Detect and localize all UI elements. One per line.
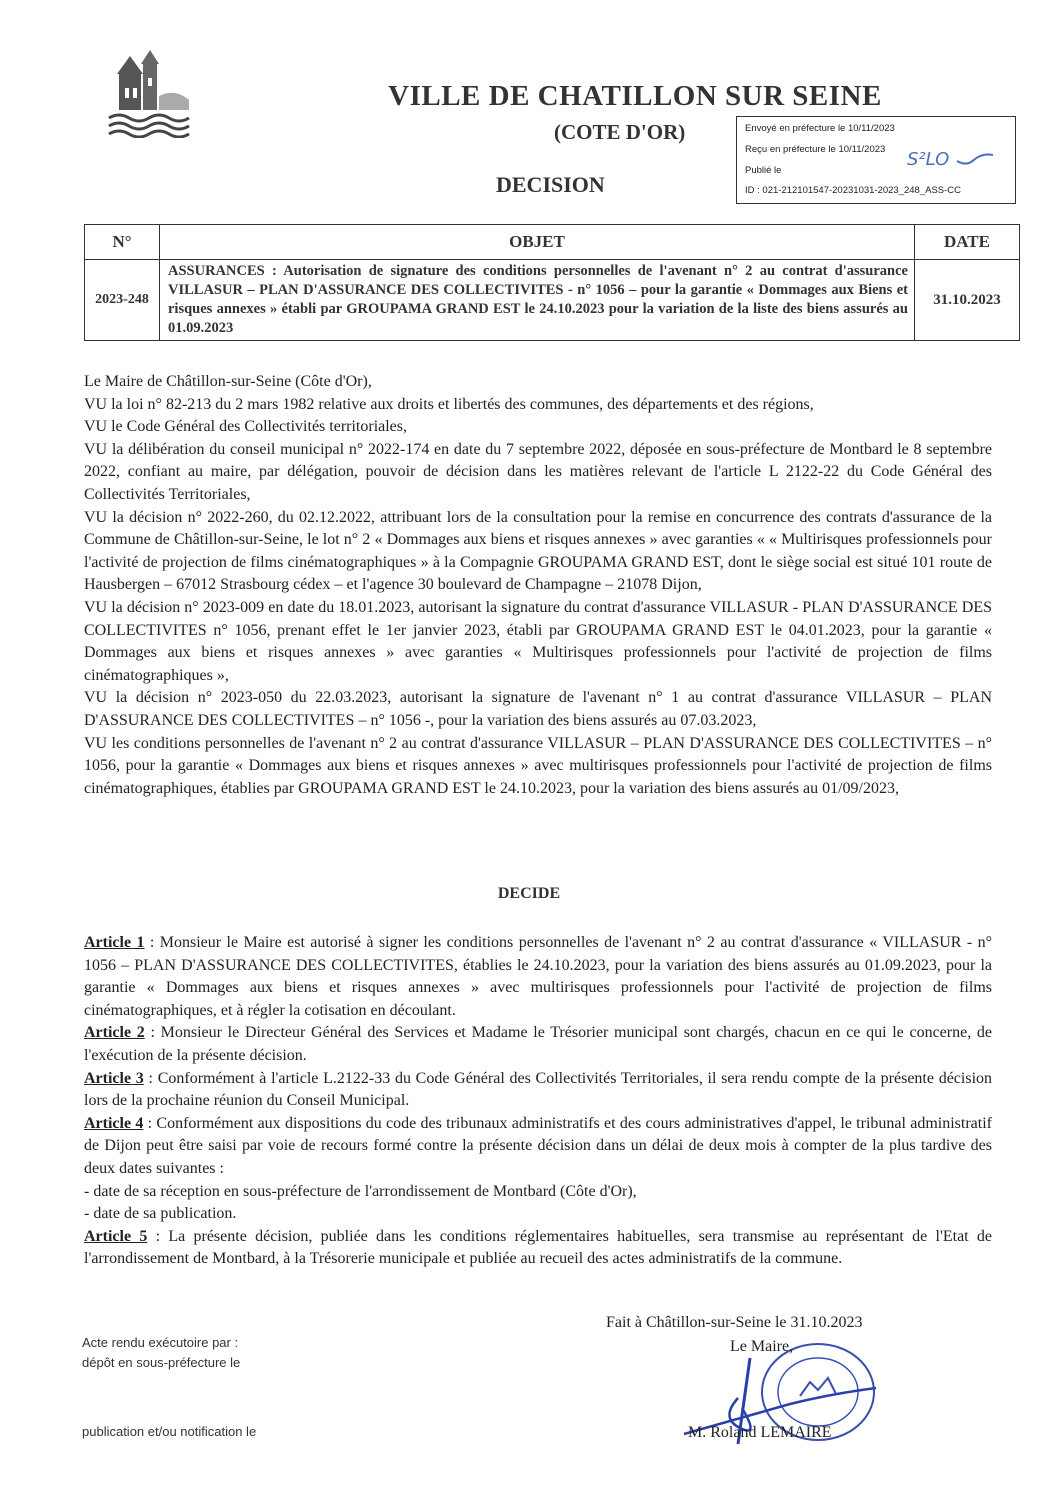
signature-place-date: Fait à Châtillon-sur-Seine le 31.10.2023 — [606, 1314, 863, 1331]
document-type: DECISION — [496, 172, 605, 197]
article-text: : Monsieur le Maire est autorisé à signer les conditions personnelles de l'avenant n° 2 au contrat d'assurance « VILLASUR - n° 1056 – PLAN D'ASSURANCE DES COLLECTIVITES, établies le 24.10.2023, pour la variation des biens assurés au 01.09.2023, pour la garantie « Dommages aux biens et risques annexes » avec multirisques professionnels pour l'activité de projection de films cinématographiques, et à régler la cotisation en découlant. — [84, 934, 993, 1019]
executoire-publication: publication et/ou notification le — [82, 1424, 257, 1439]
slo-logo — [905, 145, 995, 171]
article-text: : Conformément aux dispositions du code des tribunaux administratifs et des cours administratives d'appel, le tribunal administratif de Dijon peut être saisi par voie de recours formé contre la présente décision dans un délai de deux mois à compter de la plus tardive des deux dates suivantes : — [84, 1114, 992, 1177]
preamble-decision-2023-050: VU la décision n° 2023-050 du 22.03.2023, autorisant la signature de l'avenant n° 1 au contrat d'assurance VILLASUR – PLAN D'ASSURANCE DES COLLECTIVITES – n° 1056 -, pour la variation des biens assurés au 07.03.2023, — [84, 689, 992, 729]
city-logo — [103, 48, 193, 138]
prefecture-stamp — [736, 116, 1016, 204]
executoire-deposit: dépôt en sous-préfecture le — [82, 1355, 241, 1370]
article-label: Article 3 — [84, 1069, 144, 1087]
article-3 — [84, 1068, 992, 1113]
article-text: : La présente décision, publiée dans les conditions réglementaires habituelles, sera transmise au représentant de l'Etat de l'arrondissement de Montbard, à la Trésorerie municipale et publiée au recueil des actes administratifs de la commune. — [84, 1227, 992, 1268]
city-title: VILLE DE CHATILLON SUR SEINE — [388, 80, 882, 112]
signature-role: Le Maire, — [730, 1338, 794, 1355]
article-label: Article 5 — [84, 1227, 148, 1245]
article-1 — [84, 932, 992, 1022]
stamp-published: Publié le — [745, 165, 782, 176]
executoire-label: Acte rendu exécutoire par : — [82, 1335, 239, 1350]
preamble-mayor: Le Maire de Châtillon-sur-Seine (Côte d'Or), — [84, 373, 372, 390]
decide-heading: DECIDE — [497, 885, 561, 902]
preamble-code: VU le Code Général des Collectivités territoriales, — [84, 418, 408, 436]
decision-number: 2023-248 — [85, 260, 160, 341]
article-5 — [84, 1226, 992, 1271]
preamble-decision-2023-009: VU la décision n° 2023-009 en date du 18.01.2023, autorisant la signature du contrat d'assurance VILLASUR - PLAN D'ASSURANCE DES COLLECTIVITES n° 1056, prenant effet le 1er janvier 2023, établi par GROUPAMA GRAND EST le 04.01.2023, pour la garantie « Dommages aux biens et risques annexes » avec garanties « Multirisques professionnels pour l'activité de projection de films cinématographiques », — [84, 598, 992, 684]
decision-table — [84, 224, 1020, 341]
preamble-law: VU la loi n° 82-213 du 2 mars 1982 relative aux droits et libertés des communes, des départements et des régions, — [84, 395, 814, 413]
col-date-header: DATE — [915, 225, 1020, 260]
col-object-header: OBJET — [160, 225, 915, 260]
stamp-sent: Envoyé en préfecture le 10/11/2023 — [745, 123, 895, 134]
article-text: - date de sa réception en sous-préfecture de l'arrondissement de Montbard (Côte d'Or), — [84, 1182, 637, 1200]
stamp-received: Reçu en préfecture le 10/11/2023 — [745, 144, 886, 155]
preamble — [84, 371, 992, 800]
article-label: Article 4 — [84, 1114, 144, 1132]
article-4 — [84, 1113, 992, 1181]
article-text: : Conformément à l'article L.2122-33 du Code Général des Collectivités Territoriales, il sera rendu compte de la présente décision lors de la prochaine réunion du Conseil Municipal. — [84, 1069, 993, 1110]
preamble-conditions: VU les conditions personnelles de l'avenant n° 2 au contrat d'assurance VILLASUR – PLAN D'ASSURANCE DES COLLECTIVITES – n° 1056, pour la garantie « Dommages aux biens et risques annexes » avec multirisques professionnels pour l'activité de projection de films cinématographiques, établies par GROUPAMA GRAND EST le 24.10.2023, pour la variation des biens assurés au 01/09/2023, — [84, 734, 992, 797]
decision-date: 31.10.2023 — [915, 260, 1020, 341]
articles — [84, 932, 992, 1271]
article-label: Article 2 — [84, 1024, 145, 1042]
stamp-id: ID : 021-212101547-20231031-2023_248_ASS-CC — [745, 185, 962, 196]
preamble-decision-2022-260: VU la décision n° 2022-260, du 02.12.2022, attribuant lors de la consultation pour la remise en concurrence des contrats d'assurance de la Commune de Châtillon-sur-Seine, le lot n° 2 « Dommages aux biens et risques annexes » avec garanties « « Multirisques professionnels pour l'activité de projection de films cinématographiques » à la Compagnie GROUPAMA GRAND EST, dont le siège social est situé 101 route de Hausbergen – 67012 Strasbourg cédex – et l'agence 30 boulevard de Champagne – 21078 Dijon, — [84, 508, 992, 594]
preamble-deliberation: VU la délibération du conseil municipal n° 2022-174 en date du 7 septembre 2022, déposée en sous-préfecture de Montbard le 8 septembre 2022, confiant au maire, par délégation, pouvoir de décision dans les matières relevant de l'article L 2122-22 du Code Général des Collectivités Territoriales, — [84, 440, 992, 503]
article-text: : Monsieur le Directeur Général des Services et Madame le Trésorier municipal sont chargés, chacun en ce qui le concerne, de l'exécution de la présente décision. — [84, 1024, 993, 1064]
col-number-header: N° — [85, 225, 160, 260]
svg-text:S²LO: S²LO — [907, 149, 950, 170]
article-4-item-1 — [84, 1181, 992, 1204]
article-4-item-2 — [84, 1203, 992, 1226]
article-label: Article 1 — [84, 934, 145, 951]
mayor-name: M. Roland LEMAIRE — [688, 1424, 832, 1441]
department-subtitle: (COTE D'OR) — [554, 120, 686, 144]
decision-object: ASSURANCES : Autorisation de signature des conditions personnelles de l'avenant n° 2 au contrat d'assurance VILLASUR – PLAN D'ASSURANCE DES COLLECTIVITES - n° 1056 – pour la garantie « Dommages aux Biens et risques annexes » établi par GROUPAMA GRAND EST le 24.10.2023 pour la variation de la liste des biens assurés au 01.09.2023 — [160, 260, 915, 341]
article-2 — [84, 1022, 992, 1067]
article-text: - date de sa publication. — [84, 1205, 237, 1223]
